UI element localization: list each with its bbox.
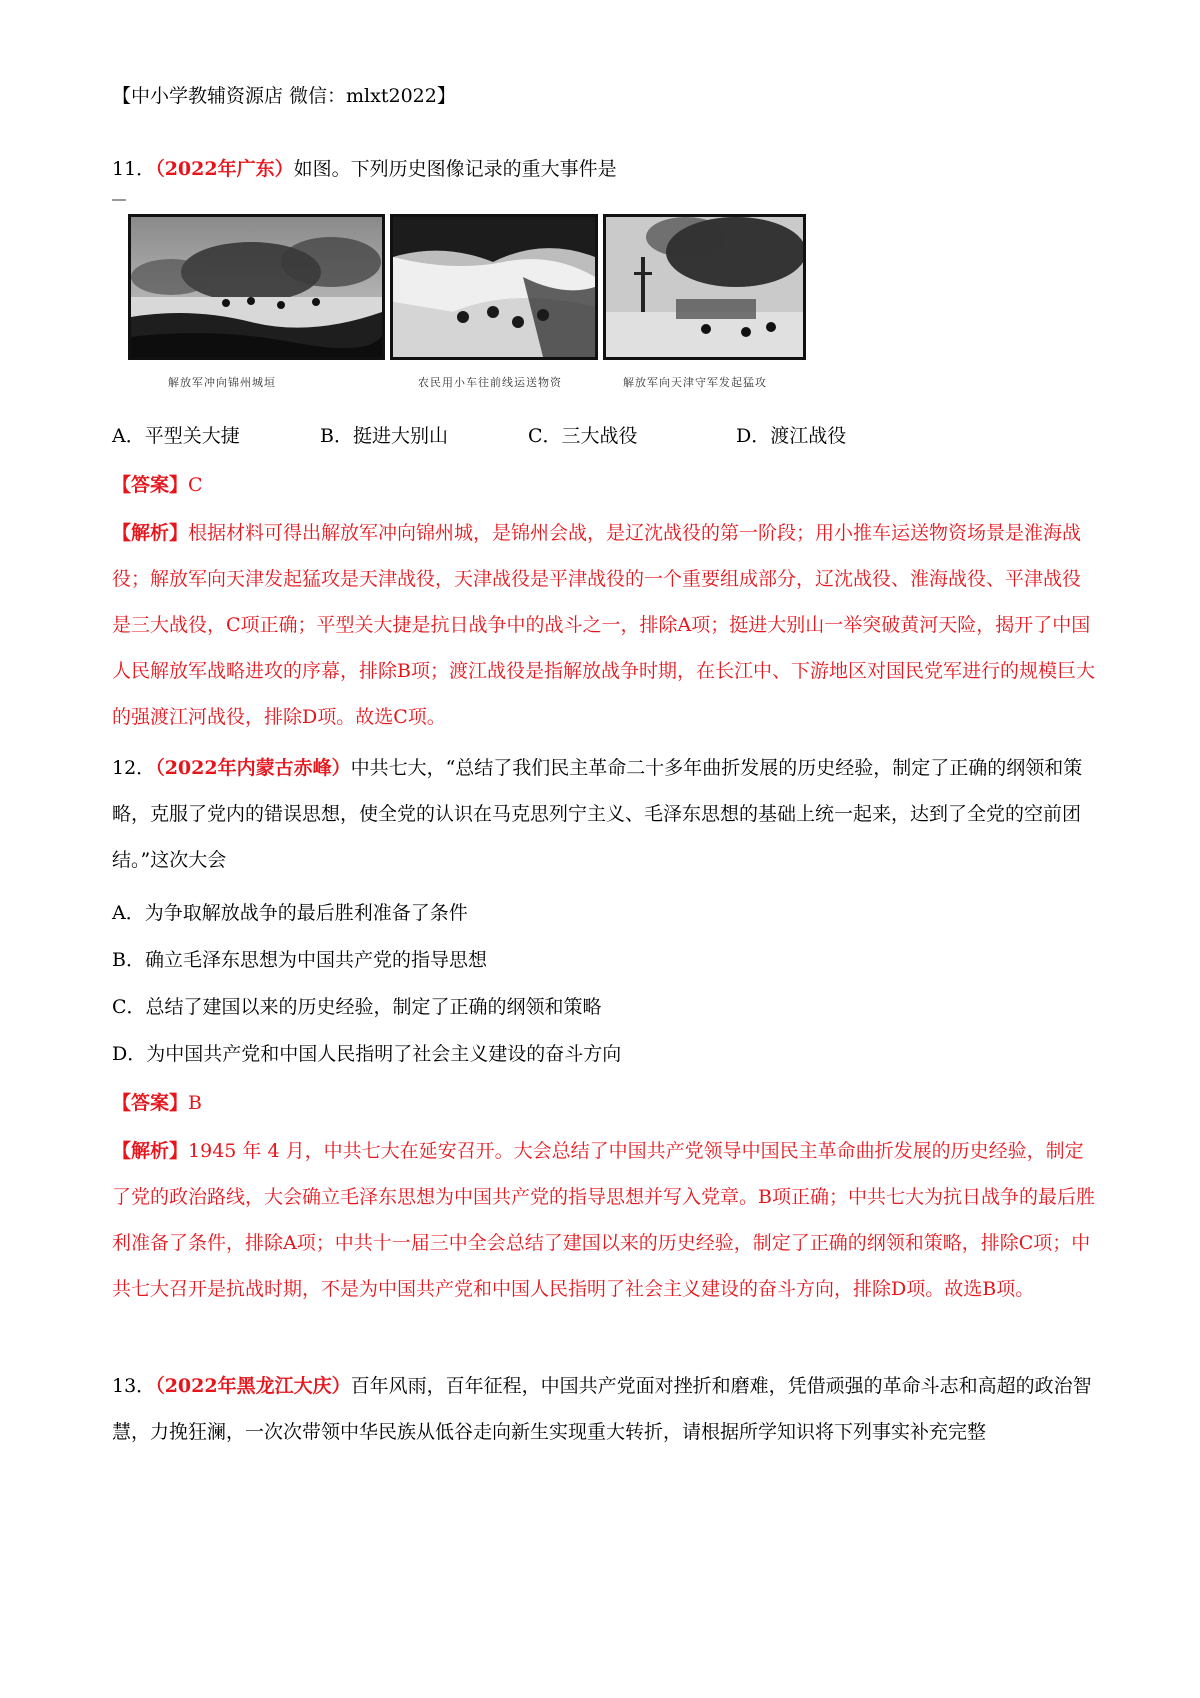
analysis-text: 1945 年 4 月，中共七大在延安召开。大会总结了中国共产党领导中国民主革命曲折发展的历史经验，制定了党的政治路线，大会确立毛泽东思想为中国共产党的指导思想并写入党章。B项正确；中共七大为抗日战争的最后胜利准备了条件，排除A项；中共十一届三中全会总结了建国以来的历史经验，制定了正确的纲领和策略，排除C项；中共七大召开是抗战时期，不是为中国共产党和中国人民指明了社会主义建设的奋斗方向，排除D项。故选B项。 [112, 1140, 1095, 1300]
option-c: C．三大战役 [528, 425, 638, 447]
photo-cart-transport [390, 214, 598, 360]
history-photos [128, 208, 870, 406]
analysis-tag: 【解析】 [112, 1140, 189, 1162]
option-a: A．为争取解放战争的最后胜利准备了条件 [112, 902, 468, 924]
option-b: B．确立毛泽东思想为中国共产党的指导思想 [112, 949, 487, 971]
analysis-11 [112, 510, 1097, 740]
question-source: （2022年广东） [155, 158, 294, 180]
option-d: D．渡江战役 [736, 425, 847, 447]
question-number: 11． [112, 158, 156, 180]
option-a: A．平型关大捷 [112, 425, 240, 447]
analysis-12 [112, 1128, 1097, 1312]
question-13-stem [112, 1363, 1097, 1455]
answer-value: C [188, 474, 203, 496]
source-note: 【中小学教辅资源店 微信：mlxt2022】 [112, 85, 456, 107]
answer-11 [112, 472, 203, 498]
answer-12 [112, 1090, 202, 1116]
analysis-tag: 【解析】 [112, 522, 189, 544]
question-source: （2022年黑龙江大庆） [155, 1375, 351, 1397]
question-source: （2022年内蒙古赤峰） [155, 757, 351, 779]
option-b: B．挺进大别山 [320, 425, 448, 447]
question-number: 12． [112, 757, 156, 779]
question-12-stem [112, 745, 1097, 883]
question-text: 如图。下列历史图像记录的重大事件是 [293, 158, 617, 180]
photo-caption: 农民用小车往前线运送物资 [418, 376, 562, 389]
photo-jinzhou-assault [128, 214, 385, 360]
analysis-text: 根据材料可得出解放军冲向锦州城，是锦州会战，是辽沈战役的第一阶段；用小推车运送物资场景是淮海战役；解放军向天津发起猛攻是天津战役，天津战役是平津战役的一个重要组成部分，辽沈战役、淮海战役、平津战役是三大战役，C项正确；平型关大捷是抗日战争中的战斗之一，排除A项；挺进大别山一举突破黄河天险，揭开了中国人民解放军战略进攻的序幕，排除B项；渡江战役是指解放战争时期，在长江中、下游地区对国民党军进行的规模巨大的强渡江河战役，排除D项。故选C项。 [112, 522, 1095, 728]
option-d: D．为中国共产党和中国人民指明了社会主义建设的奋斗方向 [112, 1043, 622, 1065]
photo-tianjin-offensive [603, 214, 806, 360]
question-text: 中共七大，“总结了我们民主革命二十多年曲折发展的历史经验，制定了正确的纲领和策略，克服了党内的错误思想，使全党的认识在马克思列宁主义、毛泽东思想的基础上统一起来，达到了全党的空前团结。”这次大会 [112, 757, 1083, 871]
question-11-stem [112, 156, 617, 182]
question-number: 13． [112, 1375, 156, 1397]
photo-caption: 解放军冲向锦州城垣 [168, 376, 276, 389]
answer-tag: 【答案】 [112, 1092, 189, 1114]
option-c: C．总结了建国以来的历史经验，制定了正确的纲领和策略 [112, 996, 602, 1018]
divider-mark [112, 199, 126, 201]
answer-tag: 【答案】 [112, 474, 189, 496]
answer-value: B [188, 1092, 202, 1114]
photo-caption: 解放军向天津守军发起猛攻 [623, 376, 767, 389]
question-text: 百年风雨，百年征程，中国共产党面对挫折和磨难，凭借顽强的革命斗志和高超的政治智慧，力挽狂澜，一次次带领中华民族从低谷走向新生实现重大转折，请根据所学知识将下列事实补充完整 [112, 1375, 1092, 1443]
